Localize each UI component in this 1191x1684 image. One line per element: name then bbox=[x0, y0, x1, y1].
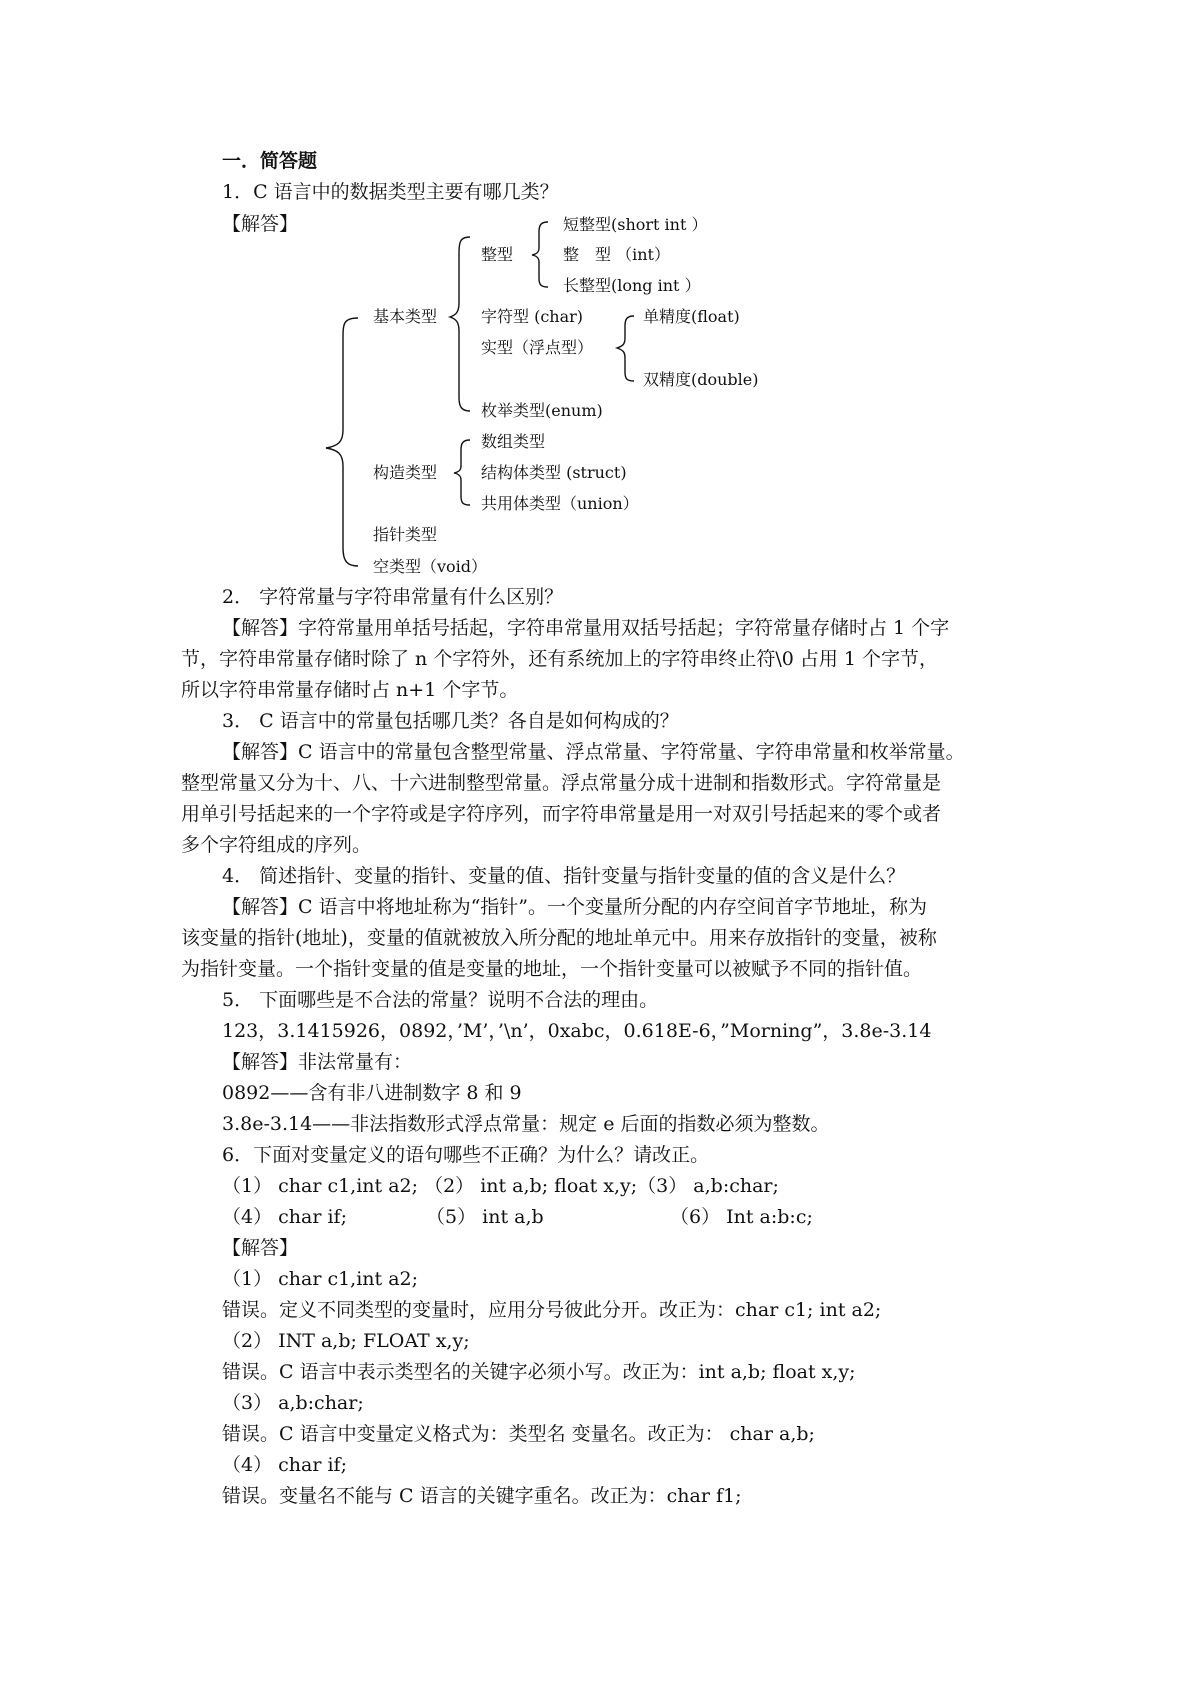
q3-answer-line-2: 整型常量又分为十、八、十六进制整型常量。浮点常量分成十进制和指数形式。字符常量是 bbox=[181, 772, 942, 794]
tree-real: 实型（浮点型） bbox=[481, 338, 594, 357]
q6-options-row-1: （1） char c1,int a2; （2） int a,b; float x,y;（3） a,b:char; bbox=[222, 1175, 779, 1197]
q6-option-6: （6） Int a:b:c; bbox=[670, 1206, 813, 1228]
tree-array: 数组类型 bbox=[481, 432, 546, 451]
q3-answer-line-3: 用单引号括起来的一个字符或是字符序列，而字符串常量是用一对双引号括起来的零个或者 bbox=[181, 803, 942, 825]
q3-answer-line-1: 【解答】C 语言中的常量包含整型常量、浮点常量、字符常量、字符串常量和枚举常量。 bbox=[222, 741, 965, 763]
tree-int: 整 型 （int） bbox=[563, 245, 670, 264]
tree-long-int: 长整型(long int ） bbox=[563, 276, 701, 295]
q6-answer-line-2: 错误。定义不同类型的变量时，应用分号彼此分开。改正为：char c1; int a2; bbox=[222, 1299, 882, 1321]
q1-answer-label: 【解答】 bbox=[222, 213, 299, 235]
q6-answer-line-1: （1） char c1,int a2; bbox=[222, 1268, 419, 1290]
q3-answer-line-4: 多个字符组成的序列。 bbox=[181, 834, 372, 856]
q6-answer-line-7: （4） char if; bbox=[222, 1454, 347, 1476]
q2-answer-line-2: 节，字符串常量存储时除了 n 个字符外，还有系统加上的字符串终止符\0 占用 1 个字节， bbox=[181, 648, 939, 670]
q1-question: 1．C 语言中的数据类型主要有哪几类？ bbox=[222, 181, 559, 203]
q6-question: 6．下面对变量定义的语句哪些不正确？为什么？请改正。 bbox=[222, 1144, 710, 1166]
q6-answer-label: 【解答】 bbox=[222, 1237, 299, 1259]
q4-answer-line-2: 该变量的指针(地址)，变量的值就被放入所分配的地址单元中。用来存放指针的变量，被称 bbox=[181, 927, 937, 949]
q4-answer-line-3: 为指针变量。一个指针变量的值是变量的地址，一个指针变量可以被赋予不同的指针值。 bbox=[181, 958, 923, 980]
q5-answer-line-1: 0892——含有非八进制数字 8 和 9 bbox=[222, 1082, 522, 1104]
q2-answer-line-1: 【解答】字符常量用单括号括起，字符串常量用双括号括起；字符常量存储时占 1 个字 bbox=[222, 617, 950, 639]
q6-answer-line-5: （3） a,b:char; bbox=[222, 1392, 364, 1414]
q2-answer-line-3: 所以字符串常量存储时占 n+1 个字节。 bbox=[181, 679, 519, 701]
q6-option-5: （5） int a,b bbox=[426, 1206, 544, 1228]
q5-items: 123，3.1415926，0892，’M’，’\n’，0xabc，0.618E-6，”Morning”，3.8e-3.14 bbox=[222, 1020, 932, 1042]
tree-enum: 枚举类型(enum) bbox=[481, 401, 603, 420]
q6-answer-line-6: 错误。C 语言中变量定义格式为：类型名 变量名。改正为： char a,b; bbox=[222, 1423, 815, 1445]
tree-char: 字符型 (char) bbox=[481, 307, 584, 326]
q6-answer-line-3: （2） INT a,b; FLOAT x,y; bbox=[222, 1330, 470, 1352]
tree-short-int: 短整型(short int ） bbox=[563, 215, 708, 234]
tree-struct: 结构体类型 (struct) bbox=[481, 463, 627, 482]
section-title: 一．简答题 bbox=[222, 150, 318, 172]
tree-union: 共用体类型（union） bbox=[481, 494, 639, 513]
q6-answer-line-8: 错误。变量名不能与 C 语言的关键字重名。改正为：char f1; bbox=[222, 1485, 742, 1507]
brace-main bbox=[326, 318, 358, 566]
brace-integer bbox=[532, 222, 548, 287]
tree-integer: 整型 bbox=[481, 245, 514, 264]
tree-pointer: 指针类型 bbox=[373, 525, 438, 544]
brace-construct bbox=[454, 440, 470, 505]
brace-real bbox=[617, 316, 634, 381]
tree-float: 单精度(float) bbox=[643, 307, 740, 326]
tree-basic: 基本类型 bbox=[373, 307, 438, 326]
q6-option-4: （4） char if; bbox=[222, 1206, 347, 1228]
q5-answer-label: 【解答】非法常量有： bbox=[222, 1051, 413, 1073]
tree-construct: 构造类型 bbox=[373, 463, 438, 482]
q3-question: 3． C 语言中的常量包括哪几类？各自是如何构成的？ bbox=[222, 710, 679, 732]
tree-void: 空类型（void） bbox=[373, 557, 488, 576]
q4-answer-line-1: 【解答】C 语言中将地址称为“指针”。一个变量所分配的内存空间首字节地址，称为 bbox=[222, 896, 928, 918]
q2-question: 2． 字符常量与字符串常量有什么区别？ bbox=[222, 586, 564, 608]
q5-question: 5． 下面哪些是不合法的常量？说明不合法的理由。 bbox=[222, 989, 659, 1011]
q6-answer-line-4: 错误。C 语言中表示类型名的关键字必须小写。改正为：int a,b; float x,y; bbox=[222, 1361, 856, 1383]
q4-question: 4． 简述指针、变量的指针、变量的值、指针变量与指针变量的值的含义是什么？ bbox=[222, 865, 906, 887]
q5-answer-line-2: 3.8e-3.14——非法指数形式浮点常量：规定 e 后面的指数必须为整数。 bbox=[222, 1113, 830, 1135]
tree-double: 双精度(double) bbox=[643, 370, 759, 389]
brace-basic bbox=[450, 237, 470, 411]
